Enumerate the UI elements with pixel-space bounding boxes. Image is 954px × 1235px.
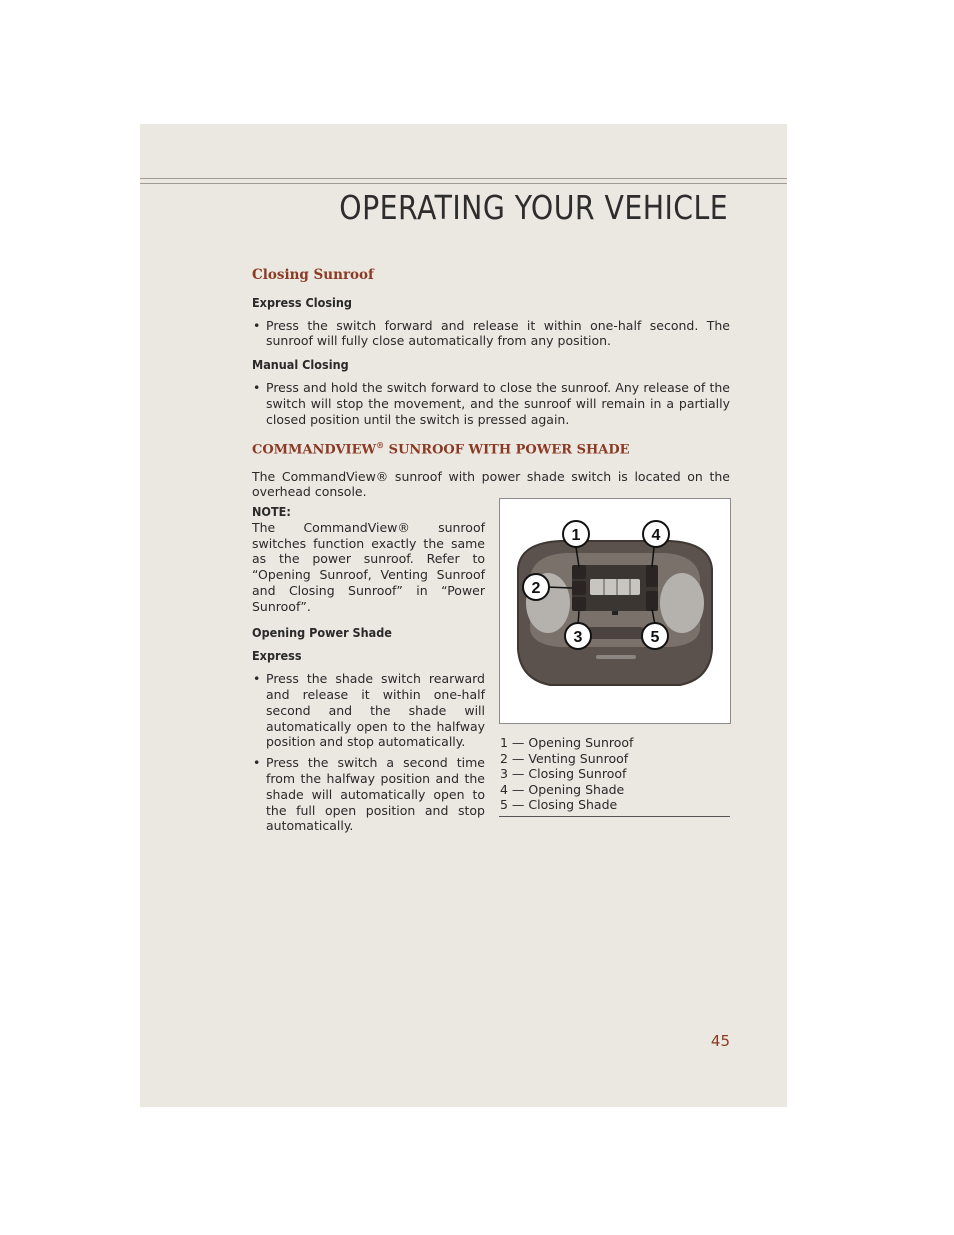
- shade-bullet-2: [252, 755, 485, 834]
- callout-label: 3: [573, 629, 583, 646]
- opening-power-shade-heading: Opening Power Shade: [252, 624, 392, 640]
- sunglass-bin-handle: [596, 655, 636, 659]
- bullet-dot: •: [253, 379, 261, 395]
- note-text: The CommandView® sunroof switches function exactly the same as the power sunroof. Refer to “Opening Sunroof, Venting Sunroof and Closing Sunroof” in “Power Sunroof”.: [252, 519, 485, 614]
- header-rule: [140, 178, 787, 179]
- header-rule-secondary: [140, 183, 787, 184]
- light-switches: [590, 579, 640, 595]
- shade-bullet-1: [252, 671, 485, 750]
- express-closing-bullet: [252, 318, 730, 350]
- commandview-heading-part2: SUNROOF WITH POWER SHADE: [384, 442, 630, 458]
- callout-5: [642, 623, 668, 649]
- manual-closing-heading: Manual Closing: [252, 357, 349, 373]
- commandview-heading: [252, 438, 730, 458]
- manual-page: [140, 124, 787, 1107]
- callout-label: 1: [571, 527, 581, 544]
- express-heading: Express: [252, 648, 302, 664]
- closing-sunroof-section: [252, 268, 730, 500]
- caption-line-5: 5 — Closing Shade: [500, 797, 618, 812]
- shade-close-switch: [646, 591, 658, 611]
- callout-4: [643, 521, 669, 547]
- shade-open-switch: [646, 565, 658, 587]
- bullet-text: Press the switch forward and release it within one-half second. The sunroof will fully close automatically from any position.: [266, 317, 730, 349]
- page-header-title: OPERATING YOUR VEHICLE: [339, 188, 728, 227]
- closing-sunroof-heading: Closing Sunroof: [252, 267, 374, 283]
- sunroof-open-switch: [572, 565, 586, 579]
- caption-line-2: 2 — Venting Sunroof: [500, 750, 629, 766]
- callout-3: [565, 623, 591, 649]
- caption-rule: [499, 816, 730, 817]
- bullet-dot: •: [253, 755, 261, 771]
- bullet-text: Press the switch a second time from the halfway position and the shade will automatically open to the full open position and stop automatically.: [266, 755, 485, 834]
- sunroof-close-switch: [572, 597, 586, 611]
- bullet-dot: •: [253, 671, 261, 687]
- left-column: [252, 504, 485, 834]
- registered-mark: ®: [376, 440, 385, 451]
- figure-caption: [500, 735, 730, 813]
- overhead-console-figure: [499, 498, 731, 724]
- indicator-light: [612, 611, 618, 615]
- caption-line-1: 1 — Opening Sunroof: [500, 735, 634, 750]
- express-closing-heading: Express Closing: [252, 294, 352, 310]
- callout-2: [523, 574, 549, 600]
- caption-line-4: 4 — Opening Shade: [500, 781, 625, 797]
- page-number: 45: [710, 1032, 730, 1050]
- right-grille: [660, 573, 704, 633]
- sunroof-vent-switch: [572, 581, 586, 595]
- bullet-text: Press and hold the switch forward to close the sunroof. Any release of the switch will stop the movement, and the sunroof will remain in a partially closed position until the switch is pressed again.: [266, 379, 730, 427]
- manual-closing-bullet: [252, 380, 730, 427]
- commandview-intro: The CommandView® sunroof with power shade switch is located on the overhead console.: [252, 468, 730, 500]
- bullet-text: Press the shade switch rearward and release it within one-half second and the shade will automatically open to the halfway position and stop automatically.: [266, 671, 485, 750]
- note-label: NOTE:: [252, 504, 291, 519]
- callout-label: 4: [651, 527, 661, 544]
- bullet-dot: •: [253, 317, 261, 333]
- callout-label: 5: [650, 629, 660, 646]
- commandview-heading-part1: COMMANDVIEW: [252, 442, 377, 458]
- callout-1: [563, 521, 589, 547]
- caption-line-3: 3 — Closing Sunroof: [500, 766, 627, 781]
- callout-label: 2: [531, 580, 541, 597]
- bottom-switch-strip: [588, 627, 644, 639]
- overhead-console-illustration: [500, 499, 730, 723]
